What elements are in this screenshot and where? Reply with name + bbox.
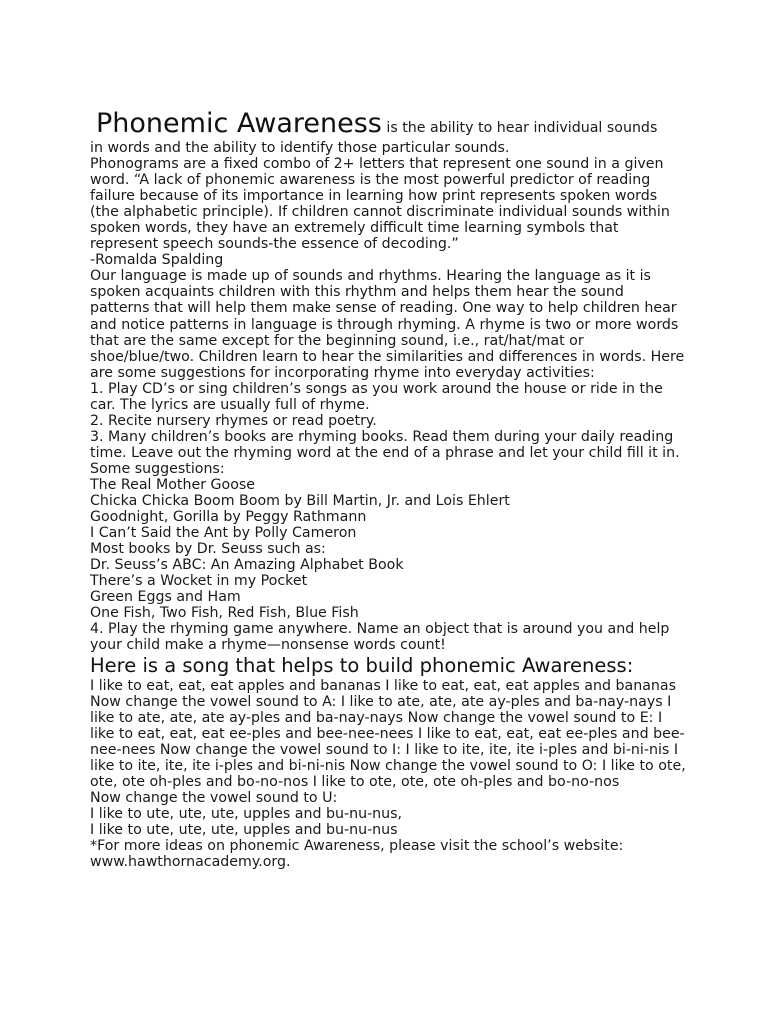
book-item: Goodnight, Gorilla by Peggy Rathmann	[90, 509, 367, 526]
book-item: Green Eggs and Ham	[90, 589, 241, 606]
intro-paragraph	[90, 108, 686, 156]
book-item: One Fish, Two Fish, Red Fish, Blue Fish	[90, 605, 359, 622]
song-paragraph: I like to eat, eat, eat apples and bananas I like to eat, eat, eat apples and bananas Now change the vowel sound to A: I like to ate, ate, ate ay-ples and ba-nay-nays I like to ate, ate, ate ay-ples and ba-nay-nays Now change the vowel sound to E: I like to eat, eat, eat ee-ples and bee-nee-nees I like to eat, eat, eat ee-ples and bee-nee-nees Now change the vowel sound to I: I like to ite, ite, ite i-ples and bi-ni-nis I like to ite, ite, ite i-ples and bi-ni-nis Now change the vowel sound to O: I like to ote, ote, ote oh-ples and bo-no-nos I like to ote, ote, ote oh-ples and bo-no-nos	[90, 677, 686, 790]
intro-text: is the ability to hear individual sounds	[386, 120, 658, 136]
song-u-line: I like to ute, ute, ute, upples and bu-nu-nus	[90, 821, 398, 838]
quote-author: -Romalda Spalding	[90, 252, 224, 269]
some-suggestions-label: Some suggestions:	[90, 460, 225, 477]
song-u-line: I like to ute, ute, ute, upples and bu-nu-nus,	[90, 805, 403, 822]
suggestion-item-3: 3. Many children’s books are rhyming books. Read them during your daily reading time. Leave out the rhyming word at the end of a phrase and let your child fill it in.	[90, 428, 680, 461]
song-heading: Here is a song that helps to build phonemic Awareness:	[90, 653, 634, 677]
book-item: Most books by Dr. Seuss such as:	[90, 541, 326, 558]
intro-text-continued: in words and the ability to identify those particular sounds.	[90, 140, 510, 156]
suggestion-item-4: 4. Play the rhyming game anywhere. Name an object that is around you and help your child make a rhyme—nonsense words count!	[90, 621, 670, 654]
suggestion-item-1: 1. Play CD’s or sing children’s songs as you work around the house or ride in the car. The lyrics are usually full of rhyme.	[90, 380, 663, 413]
page-title: Phonemic Awareness	[96, 108, 382, 139]
book-item: Dr. Seuss’s ABC: An Amazing Alphabet Book	[90, 557, 404, 574]
book-item: I Can’t Said the Ant by Polly Cameron	[90, 525, 357, 542]
suggestion-item-2: 2. Recite nursery rhymes or read poetry.	[90, 412, 377, 429]
document-page	[90, 108, 686, 870]
song-u-line: Now change the vowel sound to U:	[90, 789, 338, 806]
footer-note: *For more ideas on phonemic Awareness, please visit the school’s website: www.hawthornacademy.org.	[90, 837, 624, 871]
book-item: There’s a Wocket in my Pocket	[90, 573, 308, 590]
phonograms-paragraph: Phonograms are a fixed combo of 2+ letters that represent one sound in a given word. “A lack of phonemic awareness is the most powerful predictor of reading failure because of its importance in learning how print represents spoken words (the alphabetic principle). If children cannot discriminate individual sounds within spoken words, they have an extremely difficult time learning symbols that represent speech sounds-the essence of decoding.”	[90, 156, 670, 253]
language-paragraph: Our language is made up of sounds and rhythms. Hearing the language as it is spoken acquaints children with this rhythm and helps them hear the sound patterns that will help them make sense of reading. One way to help children hear and notice patterns in language is through rhyming. A rhyme is two or more words that are the same except for the beginning sound, i.e., rat/hat/mat or shoe/blue/two. Children learn to hear the similarities and differences in words. Here are some suggestions for incorporating rhyme into everyday activities:	[90, 268, 685, 381]
book-item: Chicka Chicka Boom Boom by Bill Martin, Jr. and Lois Ehlert	[90, 493, 510, 510]
book-item: The Real Mother Goose	[90, 476, 256, 493]
